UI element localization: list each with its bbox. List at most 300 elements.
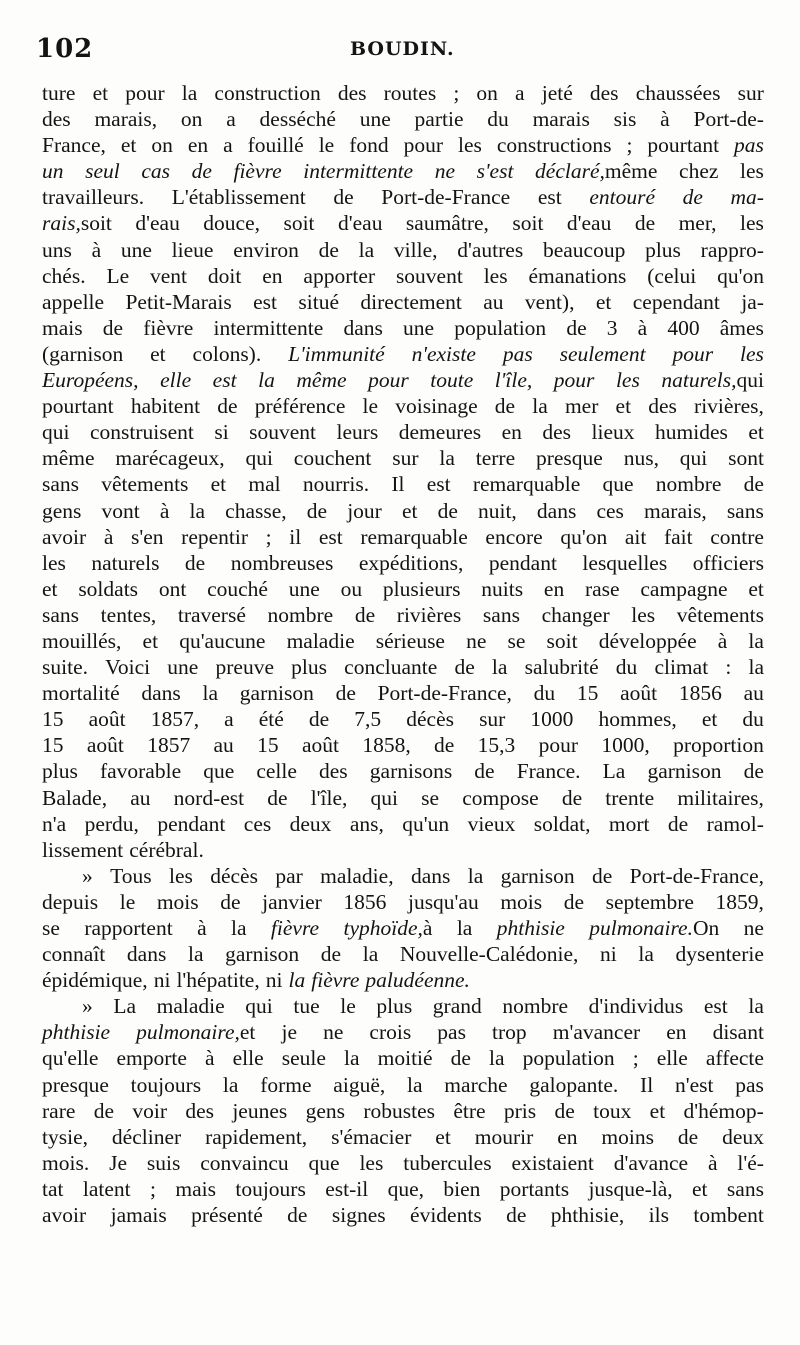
word: deux [289, 811, 332, 836]
word: a [224, 707, 234, 732]
word: on [476, 81, 498, 105]
word: » [82, 863, 93, 888]
word: constructions [496, 133, 612, 158]
word: émanations [528, 263, 627, 288]
word: Il [640, 1072, 654, 1097]
word: le [340, 994, 356, 1019]
word: à [717, 628, 728, 653]
word: depuis [42, 889, 99, 914]
word: sans [42, 602, 80, 627]
word: pendant [157, 811, 226, 836]
word: (garnison [42, 341, 124, 366]
word: à [707, 1150, 718, 1175]
word: préférence [254, 394, 346, 419]
text-line [42, 706, 764, 732]
word: presque [535, 446, 603, 471]
word: mouillés, [42, 628, 122, 653]
word: ; [632, 1046, 639, 1071]
word: 1856 [343, 889, 387, 914]
word: de [506, 1203, 527, 1228]
word: La [113, 994, 137, 1019]
word: et [435, 1124, 451, 1149]
word: ture [42, 81, 76, 105]
word: plus [645, 237, 681, 262]
word: le [362, 394, 379, 419]
word: a [223, 133, 233, 158]
word: phthisie [496, 916, 565, 940]
word: des [542, 420, 572, 445]
word: lesquelles [582, 550, 668, 575]
word: rapportent [84, 916, 173, 940]
word: ramol- [706, 811, 764, 836]
word: moitié [377, 1046, 433, 1071]
word: sérieuse [375, 628, 445, 653]
word: pour [553, 368, 595, 393]
word: concluante [344, 655, 438, 680]
word: de [437, 498, 458, 523]
word: existaient [511, 1150, 594, 1175]
running-head [30, 34, 770, 68]
word: compose [462, 785, 539, 810]
word: Port-de-France, [377, 681, 512, 706]
word: repentir [181, 524, 249, 549]
word: presque [42, 1072, 109, 1097]
word: ; [150, 1176, 156, 1201]
word: ni [153, 968, 171, 993]
word: jeté [541, 81, 573, 105]
word: environ [233, 237, 299, 262]
word: de [320, 942, 342, 967]
word: on [151, 133, 173, 158]
word: officiers [692, 550, 764, 575]
word: présenté [191, 1203, 263, 1228]
word: appelle [42, 289, 105, 314]
word: doit [207, 263, 242, 288]
text-line [42, 158, 764, 184]
word: vieux [467, 811, 516, 836]
word: 1000, [601, 733, 650, 758]
word: cas [141, 159, 170, 184]
word: (celui [647, 263, 697, 288]
word: mort [608, 811, 650, 836]
word: construction [214, 81, 321, 105]
word: la [288, 968, 306, 993]
word: 15 [576, 681, 599, 706]
text-line [42, 106, 764, 132]
word: la [456, 916, 473, 940]
word: une [359, 107, 391, 132]
word: L'immunité [288, 341, 385, 366]
word: seulement [559, 341, 646, 366]
word: 3 [606, 315, 618, 340]
word: 15 [257, 733, 279, 758]
text-line [42, 367, 764, 393]
word: lieux [591, 420, 635, 445]
word: n'a [42, 811, 67, 836]
word: Nouvelle-Calédonie, [399, 942, 579, 967]
word: est [703, 994, 728, 1019]
text-line [42, 915, 764, 941]
text-line [42, 289, 764, 315]
text-line [42, 550, 764, 576]
word: ni [600, 942, 617, 967]
word: avoir [42, 524, 87, 549]
word: de [743, 472, 764, 497]
word: cérébral. [129, 837, 204, 862]
word: couché [207, 576, 268, 601]
word: tysie, [42, 1124, 88, 1149]
word: 1858, [362, 733, 411, 758]
word: apporter [303, 263, 376, 288]
word: août [86, 733, 124, 758]
word: fait [663, 524, 693, 549]
text-line [42, 263, 764, 289]
word: contre [710, 524, 764, 549]
word: sans [726, 1176, 764, 1201]
word: soit [512, 211, 544, 236]
word: soldats [78, 576, 139, 601]
word: ces [596, 498, 624, 523]
word: une [288, 576, 320, 601]
word: les [359, 1150, 384, 1175]
word: que [308, 1150, 340, 1175]
word: remarquable [472, 472, 581, 497]
word: toujours [130, 1072, 202, 1097]
word: affecte [705, 1046, 764, 1071]
word: s'en [130, 524, 164, 549]
word: en [187, 133, 209, 158]
word: et [692, 1176, 708, 1201]
text-line [42, 837, 764, 863]
word: de [93, 1098, 115, 1123]
word: plus [291, 655, 327, 680]
word: garnison [500, 863, 575, 888]
word: cependant [632, 289, 720, 314]
word: des [589, 81, 619, 105]
word: est-il [325, 1176, 369, 1201]
word: La [602, 759, 626, 784]
word: traversé [177, 602, 246, 627]
text-line [42, 1045, 764, 1071]
word: la [189, 498, 206, 523]
word: leurs [336, 420, 379, 445]
word: Voici [105, 655, 151, 680]
text-line [42, 863, 764, 889]
word: terre [475, 446, 516, 471]
word: une [167, 655, 199, 680]
word: Je [109, 1150, 128, 1175]
word: avoir [42, 1203, 87, 1228]
word: même [42, 446, 95, 471]
word: une [403, 315, 435, 340]
word: phthisie, [550, 1203, 625, 1228]
word: mourir [474, 1124, 534, 1149]
word: portants [499, 1176, 570, 1201]
word: souvent [249, 420, 317, 445]
text-line [42, 654, 764, 680]
text-line [42, 680, 764, 706]
word: les [168, 863, 193, 888]
word: typhoïde,à [343, 916, 433, 940]
word: Port-de-France, [629, 863, 764, 888]
word: de [743, 759, 764, 784]
word: 15,3 [477, 733, 516, 758]
word: de [474, 759, 495, 784]
word: la [231, 916, 247, 940]
word: les [740, 159, 764, 184]
text-line [42, 1098, 764, 1124]
word: de [494, 394, 516, 419]
text-line [42, 1176, 764, 1202]
word: m'avancer [552, 1020, 641, 1045]
word: humides [655, 420, 728, 445]
word: emporte [116, 1046, 187, 1071]
word: population [522, 1046, 615, 1071]
word: ja- [741, 289, 764, 314]
word: 1856 [678, 681, 722, 706]
word: pas [437, 1020, 466, 1045]
word: vêtements [676, 602, 764, 627]
word: de [682, 185, 703, 210]
word: du [615, 655, 638, 680]
word: la [489, 1046, 505, 1071]
word: convaincu [200, 1150, 289, 1175]
word: 1859, [715, 889, 764, 914]
word: n'est [674, 1072, 714, 1097]
word: de [634, 211, 656, 236]
word: ma- [730, 185, 764, 210]
word: soit [546, 628, 578, 653]
word: ; [265, 524, 272, 549]
word: forme [260, 1072, 312, 1097]
word: douce, [203, 211, 261, 236]
word: nombre [502, 994, 569, 1019]
word: vont [101, 498, 140, 523]
word: même [296, 368, 347, 393]
word: d'eau [135, 211, 180, 236]
word: nord-est [173, 785, 245, 810]
word: mais [175, 1176, 216, 1201]
word: est [318, 524, 343, 549]
word: les [42, 550, 66, 575]
text-line [42, 1019, 764, 1045]
word: en [557, 1124, 578, 1149]
word: garnison [647, 759, 722, 784]
word: et [42, 576, 58, 601]
word: de [333, 185, 354, 210]
word: de [434, 733, 455, 758]
word: pour [368, 368, 409, 393]
word: un [42, 159, 64, 184]
word: pas [735, 1072, 764, 1097]
word: les [483, 263, 508, 288]
word: ait [624, 524, 647, 549]
word: âmes [719, 315, 764, 340]
word: de [677, 1124, 699, 1149]
word: chez [679, 159, 719, 184]
word: des [319, 759, 348, 784]
word: le [119, 889, 136, 914]
word: les [739, 211, 764, 236]
word: la [222, 1072, 239, 1097]
word: militaires, [677, 785, 764, 810]
word: dans [141, 681, 181, 706]
word: aiguë, [333, 1072, 386, 1097]
word: et [701, 707, 718, 732]
word: qui [679, 446, 708, 471]
word: s'émacier [331, 1124, 412, 1149]
word: de [450, 1046, 471, 1071]
word: nuits [481, 576, 524, 601]
word: bien [443, 1176, 481, 1201]
word: sans [482, 602, 520, 627]
word: chaussées [635, 81, 721, 105]
word: jusqu'au [407, 889, 479, 914]
word: Le [106, 263, 130, 288]
word: signes [331, 1203, 386, 1228]
word: elle [232, 1046, 264, 1071]
word: être [453, 1098, 486, 1123]
word: garnison [225, 942, 300, 967]
word: ne [434, 159, 455, 184]
text-line [42, 80, 764, 106]
text-line [42, 941, 764, 967]
word: qu'on [560, 524, 608, 549]
text-line [42, 993, 764, 1019]
word: 1857 [147, 733, 191, 758]
word: évidents [410, 1203, 482, 1228]
word: vêtements [101, 472, 189, 497]
word: ont [158, 576, 187, 601]
word: à [660, 107, 670, 132]
word: l'hépatite, [176, 968, 260, 993]
word: d'autres [457, 237, 524, 262]
word: qu'un [402, 811, 450, 836]
word: colons). [192, 341, 262, 366]
word: » [82, 994, 93, 1019]
word: France. [516, 759, 581, 784]
word: d'eau [566, 211, 612, 236]
word: pour [672, 341, 714, 366]
word: ou [340, 576, 363, 601]
word: maladie [286, 628, 355, 653]
word: que [602, 472, 634, 497]
word: et [142, 628, 159, 653]
word: 1857, [150, 707, 200, 732]
text-line [42, 811, 764, 837]
word: trente [605, 785, 655, 810]
word: souvent [395, 263, 463, 288]
text-line [42, 967, 764, 993]
text-line [42, 628, 764, 654]
word: tubercules [403, 1150, 492, 1175]
word: trop [492, 1020, 527, 1045]
word: du [742, 707, 764, 732]
word: plus [376, 994, 413, 1019]
text-line [42, 184, 764, 210]
word: latent [82, 1176, 131, 1201]
word: été [258, 707, 284, 732]
word: de [354, 602, 376, 627]
word: ni [265, 968, 283, 993]
word: changer [541, 602, 610, 627]
word: 15 [42, 733, 64, 758]
word: nuit, [477, 498, 517, 523]
word: elle [656, 1046, 688, 1071]
word: se [507, 628, 526, 653]
word: galopante. [529, 1072, 619, 1097]
word: Balade, [42, 785, 108, 810]
word: salubrité [524, 655, 599, 680]
word: mais [42, 315, 83, 340]
word: nombreuses [230, 550, 334, 575]
word: directement [360, 289, 462, 314]
word: n'existe [411, 341, 476, 366]
word: de [102, 315, 124, 340]
word: saumâtre, [405, 211, 489, 236]
word: hommes, [598, 707, 677, 732]
word: jeunes [232, 1098, 288, 1123]
word: Port-de- [693, 107, 764, 132]
text-line [42, 732, 764, 758]
word: les [457, 133, 482, 158]
word: au [130, 785, 151, 810]
word: remarquable [360, 524, 468, 549]
word: perdu, [84, 811, 139, 836]
word: ne [466, 628, 487, 653]
word: sur [392, 446, 419, 471]
word: mer, [678, 211, 717, 236]
word: intermittente [213, 315, 324, 340]
word: de [287, 1203, 308, 1228]
word: fièvre [233, 159, 282, 184]
word: que, [387, 1176, 425, 1201]
word: du [533, 681, 556, 706]
word: et [401, 498, 418, 523]
word: la [344, 1046, 360, 1071]
text-line [42, 237, 764, 263]
running-title: BOUDIN. [350, 38, 455, 60]
word: et [120, 133, 137, 158]
word: la [439, 446, 455, 471]
word: a [515, 81, 525, 105]
text-line [42, 393, 764, 419]
word: la [491, 655, 508, 680]
word: marais, [644, 498, 707, 523]
word: fond [349, 133, 389, 158]
word: qu'on [717, 263, 764, 288]
word: d'hémop- [683, 1098, 764, 1123]
word: en [262, 263, 283, 288]
word: garnisons [369, 759, 453, 784]
word: septembre [605, 889, 694, 914]
word: le [318, 133, 335, 158]
word: rase [584, 576, 620, 601]
word: à [637, 315, 648, 340]
word: pendant [488, 550, 557, 575]
word: dysenterie [675, 942, 764, 967]
word: la [748, 655, 764, 680]
word: sur [479, 707, 506, 732]
word: août [88, 707, 126, 732]
word: voisinage [395, 394, 478, 419]
word: L'établissement [171, 185, 306, 210]
word: 400 [667, 315, 700, 340]
word: Petit-Marais [125, 289, 232, 314]
word: à [205, 1046, 215, 1071]
word: de [667, 811, 689, 836]
word: les [615, 368, 640, 393]
